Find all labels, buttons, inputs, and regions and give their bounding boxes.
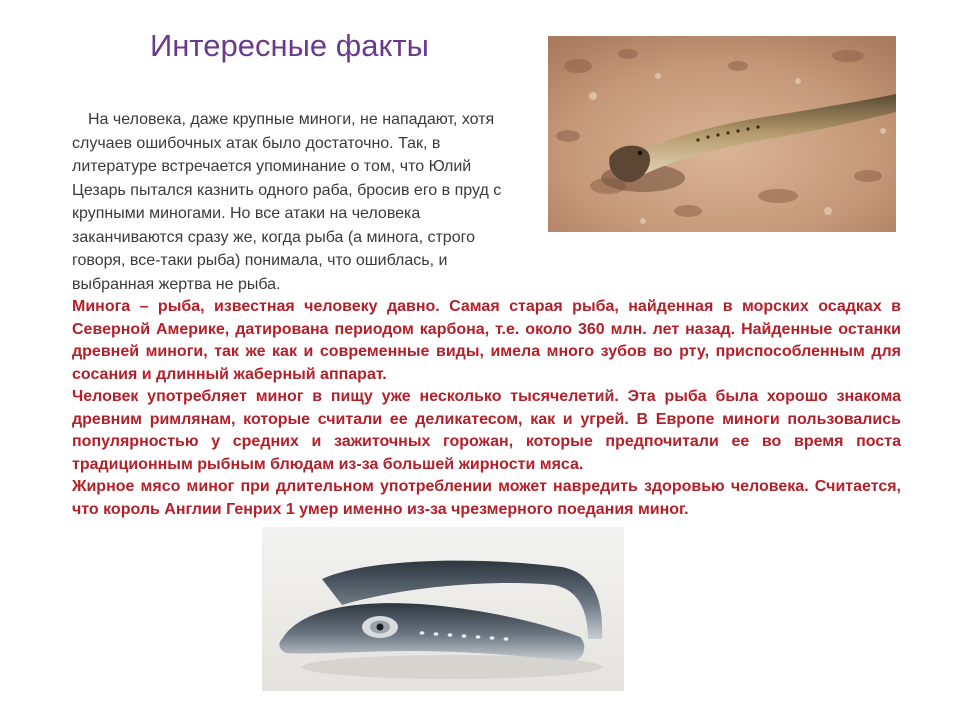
fact-paragraph: Жирное мясо миног при длительном употреблении может навредить здоровью человека. Считается, что король Англии Генрих 1 умер именно из-за чрезмерного поедания миног. <box>72 478 901 518</box>
lamprey-closeup-photo <box>262 527 624 691</box>
fact-paragraph: Минога – рыба, известная человеку давно. Самая старая рыба, найденная в морских осадках в Северной Америке, датирована периодом карбона, т.е. около 360 млн. лет назад. Найденные останки древней миноги, так же как и современные виды, имела много зубов во рту, приспособленным для сосания и длинный жаберный аппарат. <box>72 298 901 383</box>
intro-paragraph: На человека, даже крупные миноги, не нападают, хотя случаев ошибочных атак было достаточно. Так, в литературе встречается упоминание о том, что Юлий Цезарь пытался казнить одного раба, бросив его в пруд с крупными миногами. Но все атаки на человека заканчиваются сразу же, когда рыба (а минога, строго говоря, все-таки рыба) понимала, что ошиблась, и выбранная жертва не рыба. <box>72 111 502 293</box>
facts-text-block <box>72 296 901 521</box>
page-title: Интересные факты <box>150 28 429 63</box>
lamprey-on-sand-photo <box>548 36 896 232</box>
fact-paragraph: Человек употребляет миног в пищу уже несколько тысячелетий. Эта рыба была хорошо знакома древним римлянам, которые считали ее деликатесом, как и угрей. В Европе миноги пользовались популярностью у средних и зажиточных горожан, которые предпочитали ее во время поста традиционным рыбным блюдам из-за большей жирности мяса. <box>72 388 901 473</box>
